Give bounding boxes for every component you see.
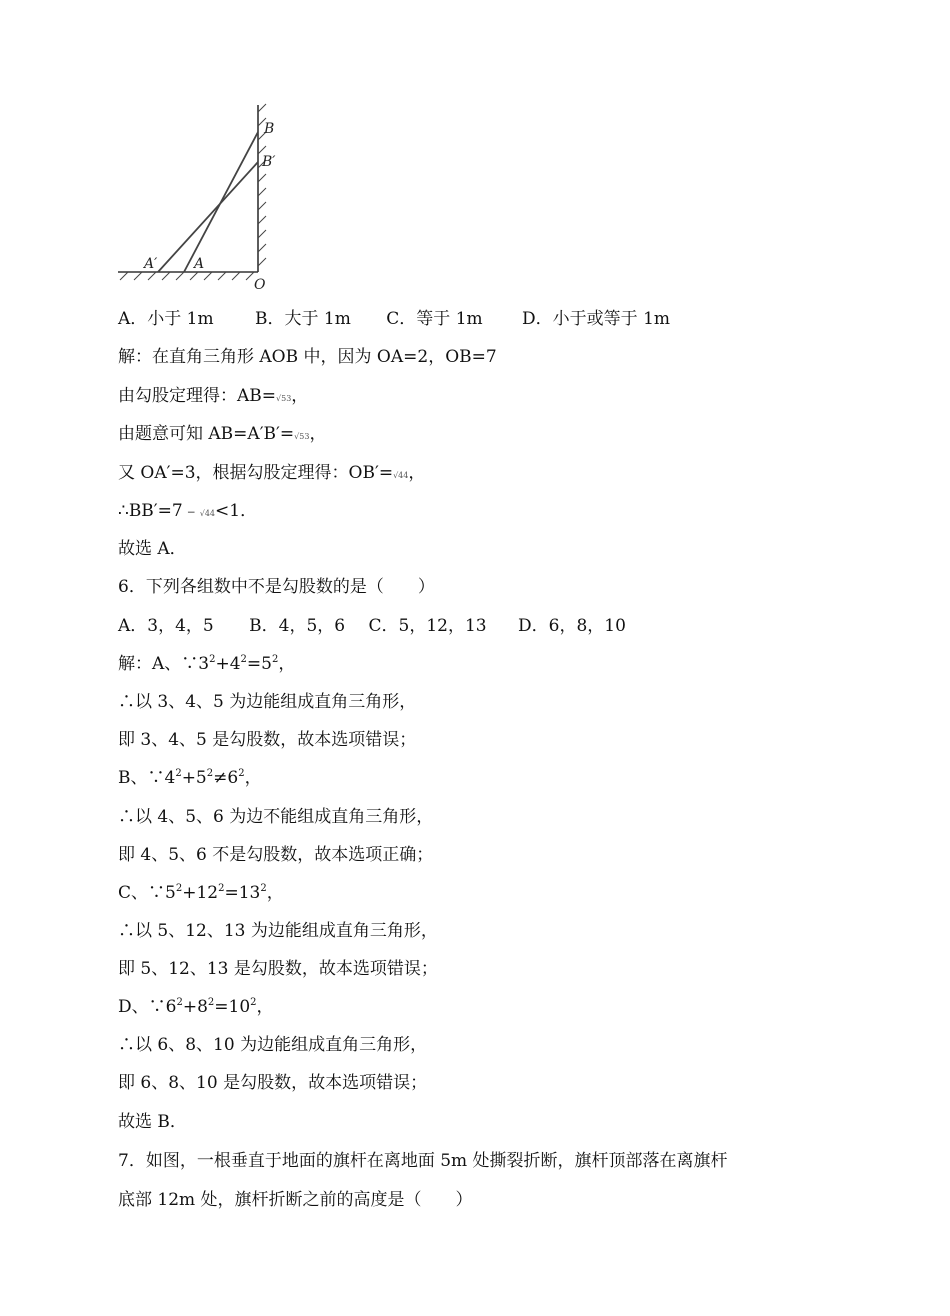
- q5-option-a: A．小于 1m: [118, 309, 214, 329]
- label-a-prime: A′: [144, 256, 158, 272]
- q5-options: [118, 308, 670, 330]
- q5-solution-line-3: 由题意可知 AB=A′B′=√53，: [118, 424, 327, 444]
- q5-solution-line-5: ∴BB′=7﹣√44<1．: [118, 501, 258, 521]
- q6-c-because: C、$\because 5^2+12^2=13^2$，: [118, 883, 284, 903]
- radical-bb-prime: √44: [199, 509, 216, 518]
- q5-solution-line-1: 解：在直角三角形 AOB 中，因为 OA=2，OB=7: [118, 347, 497, 367]
- q6-d-line-1: ∴以 6、8、10 为边能组成直角三角形，: [118, 1035, 428, 1055]
- q6-option-d: D．6，8，10: [518, 616, 626, 636]
- q6-b-line-2: 即 4、5、6 不是勾股数，故本选项正确；: [118, 845, 434, 865]
- q6-option-c: C．5，12，13: [368, 616, 487, 636]
- q7-question-line-1: 7．如图，一根垂直于地面的旗杆在离地面 5m 处撕裂折断，旗杆顶部落在离旗杆: [118, 1151, 728, 1171]
- label-b-prime: B′: [262, 154, 276, 170]
- q6-b-line-1: ∴以 4、5、6 为边不能组成直角三角形，: [118, 807, 434, 827]
- q6-answer: 故选 B．: [118, 1112, 187, 1132]
- q6-option-b: B．4，5，6: [249, 616, 346, 636]
- q7-question-line-2: 底部 12m 处，旗杆折断之前的高度是（ ）: [118, 1190, 473, 1210]
- label-b: B: [264, 121, 275, 137]
- q6-a-line-1: ∴以 3、4、5 为边能组成直角三角形，: [118, 692, 417, 712]
- radical-ob-prime: √44: [393, 471, 409, 480]
- q6-c-line-2: 即 5、12、13 是勾股数，故本选项错误；: [118, 959, 438, 979]
- ground-hatching: [120, 272, 254, 280]
- q6-c-line-1: ∴以 5、12、13 为边能组成直角三角形，: [118, 921, 438, 941]
- q5-solution-line-2: 由勾股定理得：AB=√53，: [118, 386, 309, 406]
- q5-option-c: C．等于 1m: [386, 309, 483, 329]
- q5-answer: 故选 A．: [118, 539, 187, 559]
- q5-option-d: D．小于或等于 1m: [522, 309, 671, 329]
- q6-option-a: A．3，4，5: [118, 616, 214, 636]
- q6-question: 6．下列各组数中不是勾股数的是（ ）: [118, 577, 435, 597]
- radical-a-prime-b-prime: √53: [294, 432, 310, 441]
- q6-d-line-2: 即 6、8、10 是勾股数，故本选项错误；: [118, 1073, 428, 1093]
- q6-a-because: 解：A、$\because 3^2+4^2=5^2$，: [118, 654, 296, 674]
- label-o: O: [254, 277, 266, 290]
- ladder-a-prime-b-prime: [158, 162, 258, 272]
- q6-d-because: D、$\because 6^2+8^2=10^2$，: [118, 997, 274, 1017]
- q5-option-b: B．大于 1m: [255, 309, 351, 329]
- q6-a-line-2: 即 3、4、5 是勾股数，故本选项错误；: [118, 730, 417, 750]
- label-a: A: [194, 256, 205, 272]
- ladder-figure: [112, 100, 292, 290]
- radical-ab: √53: [276, 394, 292, 403]
- q5-solution-line-4: 又 OA′=3，根据勾股定理得：OB′=√44，: [118, 463, 426, 483]
- q6-options: [118, 615, 626, 637]
- q6-b-because: B、$\because 4^2+5^2\ne 6^2$，: [118, 768, 262, 788]
